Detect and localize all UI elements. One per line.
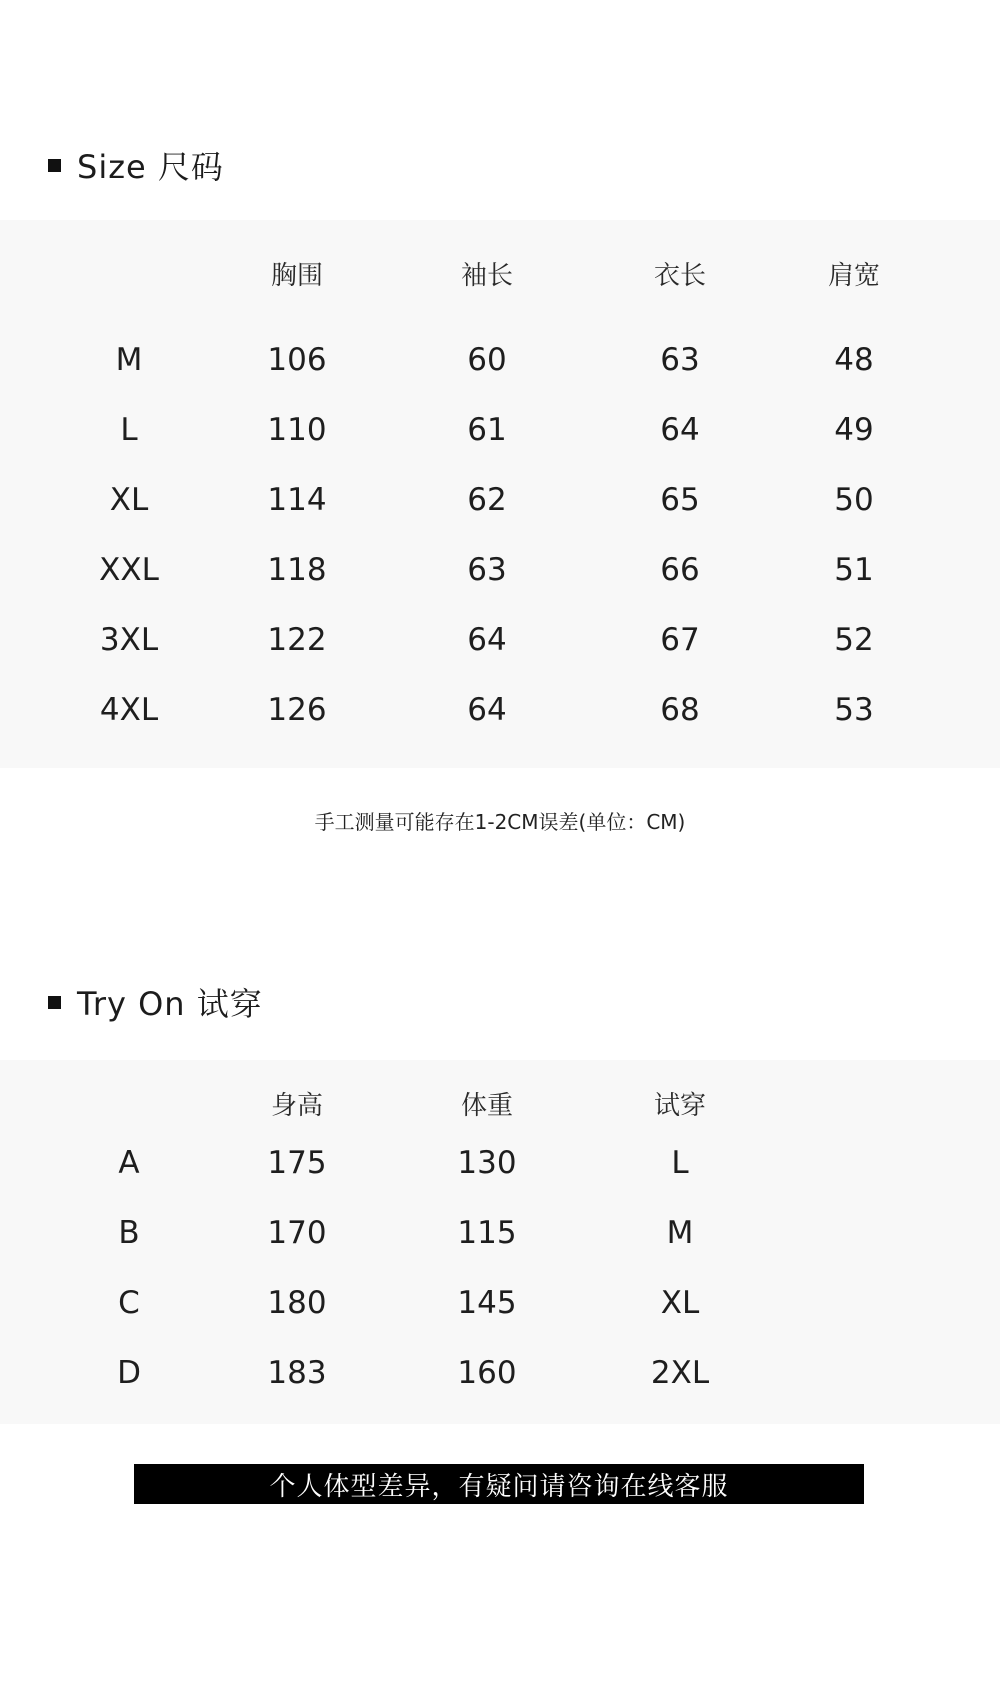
sleeve-value: 61 bbox=[467, 412, 507, 448]
weight-value: 130 bbox=[457, 1145, 517, 1181]
length-value: 67 bbox=[660, 622, 700, 658]
square-bullet-icon bbox=[48, 159, 61, 172]
sleeve-value: 60 bbox=[467, 342, 507, 378]
banner-text: 个人体型差异，有疑问请咨询在线客服 bbox=[269, 1471, 729, 1502]
tryon-size-value: 2XL bbox=[650, 1355, 710, 1391]
shoulder-value: 51 bbox=[834, 552, 874, 588]
length-value: 65 bbox=[660, 482, 700, 518]
size-header-sleeve: 袖长 bbox=[460, 261, 514, 291]
size-label: L bbox=[120, 412, 138, 448]
size-label: XXL bbox=[99, 552, 159, 588]
weight-value: 145 bbox=[457, 1285, 517, 1321]
chest-value: 126 bbox=[267, 692, 327, 728]
chest-value: 110 bbox=[267, 412, 327, 448]
height-value: 183 bbox=[267, 1355, 327, 1391]
length-value: 63 bbox=[660, 342, 700, 378]
size-chart-table bbox=[0, 220, 1000, 768]
size-section-title bbox=[48, 145, 224, 185]
person-label: C bbox=[118, 1285, 140, 1321]
chest-value: 122 bbox=[267, 622, 327, 658]
height-value: 170 bbox=[267, 1215, 327, 1251]
weight-value: 160 bbox=[457, 1355, 517, 1391]
length-value: 66 bbox=[660, 552, 700, 588]
measurement-note: 手工测量可能存在1-2CM误差(单位：CM) bbox=[314, 810, 686, 834]
size-label: XL bbox=[109, 482, 149, 518]
tryon-title-text: Try On 试穿 bbox=[77, 985, 263, 1023]
height-value: 180 bbox=[267, 1285, 327, 1321]
tryon-header-weight: 体重 bbox=[460, 1091, 514, 1121]
chest-value: 106 bbox=[267, 342, 327, 378]
shoulder-value: 50 bbox=[834, 482, 874, 518]
height-value: 175 bbox=[267, 1145, 327, 1181]
sleeve-value: 64 bbox=[467, 692, 507, 728]
size-label: 3XL bbox=[99, 622, 159, 658]
customer-service-banner bbox=[134, 1464, 864, 1504]
tryon-table bbox=[0, 1060, 1000, 1424]
person-label: B bbox=[118, 1215, 140, 1251]
chest-value: 118 bbox=[267, 552, 327, 588]
shoulder-value: 53 bbox=[834, 692, 874, 728]
shoulder-value: 48 bbox=[834, 342, 874, 378]
tryon-size-value: L bbox=[671, 1145, 689, 1181]
shoulder-value: 52 bbox=[834, 622, 874, 658]
sleeve-value: 62 bbox=[467, 482, 507, 518]
chest-value: 114 bbox=[267, 482, 327, 518]
length-value: 64 bbox=[660, 412, 700, 448]
tryon-header-height: 身高 bbox=[270, 1091, 324, 1121]
sleeve-value: 63 bbox=[467, 552, 507, 588]
tryon-header-size: 试穿 bbox=[653, 1091, 707, 1121]
weight-value: 115 bbox=[457, 1215, 517, 1251]
size-label: 4XL bbox=[99, 692, 159, 728]
size-label: M bbox=[115, 342, 143, 378]
sleeve-value: 64 bbox=[467, 622, 507, 658]
person-label: D bbox=[117, 1355, 141, 1391]
person-label: A bbox=[118, 1145, 140, 1181]
length-value: 68 bbox=[660, 692, 700, 728]
tryon-section-title bbox=[48, 982, 263, 1022]
size-title-text: Size 尺码 bbox=[77, 148, 224, 186]
tryon-size-value: M bbox=[666, 1215, 694, 1251]
size-header-length: 衣长 bbox=[653, 261, 707, 291]
shoulder-value: 49 bbox=[834, 412, 874, 448]
size-header-chest: 胸围 bbox=[270, 261, 324, 291]
size-header-shoulder: 肩宽 bbox=[827, 261, 881, 291]
square-bullet-icon bbox=[48, 996, 61, 1009]
tryon-size-value: XL bbox=[660, 1285, 700, 1321]
